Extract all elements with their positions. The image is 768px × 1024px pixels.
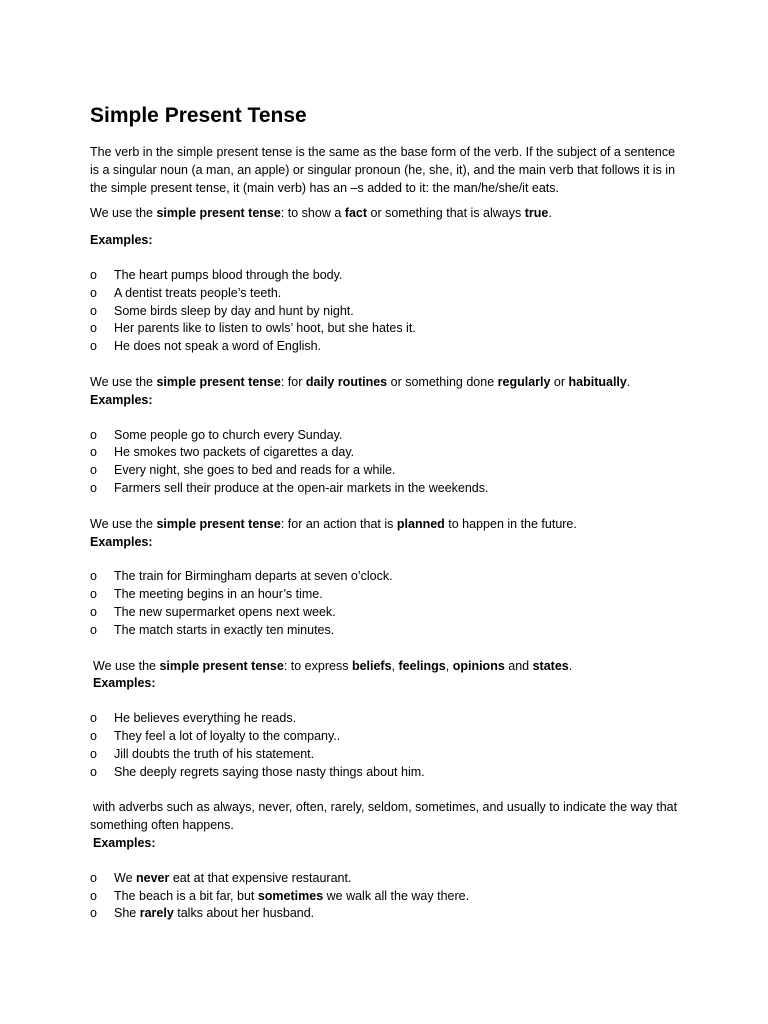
list-item: o He smokes two packets of cigarettes a day. [90, 445, 355, 460]
intro-paragraph: The verb in the simple present tense is the same as the base form of the verb. If the subject of a sentence is a singular noun (a man, an apple) or singular pronoun (he, she, it), and the main verb that follows it is in the simple present tense, it (main verb) has an –s added to it: the man/he/she/it eats. [90, 145, 676, 195]
examples-label: Examples: [90, 233, 153, 248]
usage-adverbs: with adverbs such as always, never, often, rarely, seldom, sometimes, and usually to indicate the way that something often happens. [90, 800, 678, 833]
list-item: o The heart pumps blood through the body. [90, 267, 343, 282]
usage-planned: We use the simple present tense: for an action that is planned to happen in the future. [90, 516, 577, 531]
list-item: o Every night, she goes to bed and reads for a while. [90, 463, 396, 478]
list-item: o The beach is a bit far, but sometimes we walk all the way there. [90, 888, 470, 903]
list-item: o The meeting begins in an hour’s time. [90, 587, 323, 602]
list-item: o A dentist treats people’s teeth. [90, 285, 282, 300]
list-item: o The match starts in exactly ten minutes. [90, 622, 335, 637]
examples-list-fact [90, 267, 680, 356]
examples-list-beliefs [90, 710, 680, 781]
list-item: o Some people go to church every Sunday. [90, 427, 343, 442]
list-item: o She deeply regrets saying those nasty things about him. [90, 764, 425, 779]
list-item: o Some birds sleep by day and hunt by night. [90, 303, 354, 318]
page-title: Simple Present Tense [90, 104, 307, 127]
list-item: o Farmers sell their produce at the open-air markets in the weekends. [90, 480, 489, 495]
examples-label: Examples: [93, 676, 156, 691]
list-item: o Her parents like to listen to owls’ hoot, but she hates it. [90, 321, 416, 336]
examples-list-routines [90, 427, 680, 498]
examples-list-planned [90, 568, 680, 639]
usage-routines: We use the simple present tense: for daily routines or something done regularly or habitually. [90, 374, 631, 389]
usage-beliefs: We use the simple present tense: to express beliefs, feelings, opinions and states. [93, 658, 573, 673]
examples-label: Examples: [90, 534, 153, 549]
list-item: o The new supermarket opens next week. [90, 604, 336, 619]
list-item: o Jill doubts the truth of his statement. [90, 746, 315, 761]
list-item: o He believes everything he reads. [90, 711, 297, 726]
examples-label: Examples: [90, 392, 153, 407]
list-item: o She rarely talks about her husband. [90, 906, 315, 921]
document-body [90, 102, 680, 923]
list-item: o We never eat at that expensive restaurant. [90, 870, 352, 885]
examples-list-adverbs [90, 870, 680, 923]
usage-fact: We use the simple present tense: to show a fact or something that is always true. [90, 206, 552, 221]
list-item: o The train for Birmingham departs at seven o’clock. [90, 569, 393, 584]
examples-label: Examples: [93, 835, 156, 850]
list-item: o They feel a lot of loyalty to the company.. [90, 728, 341, 743]
list-item: o He does not speak a word of English. [90, 339, 322, 354]
